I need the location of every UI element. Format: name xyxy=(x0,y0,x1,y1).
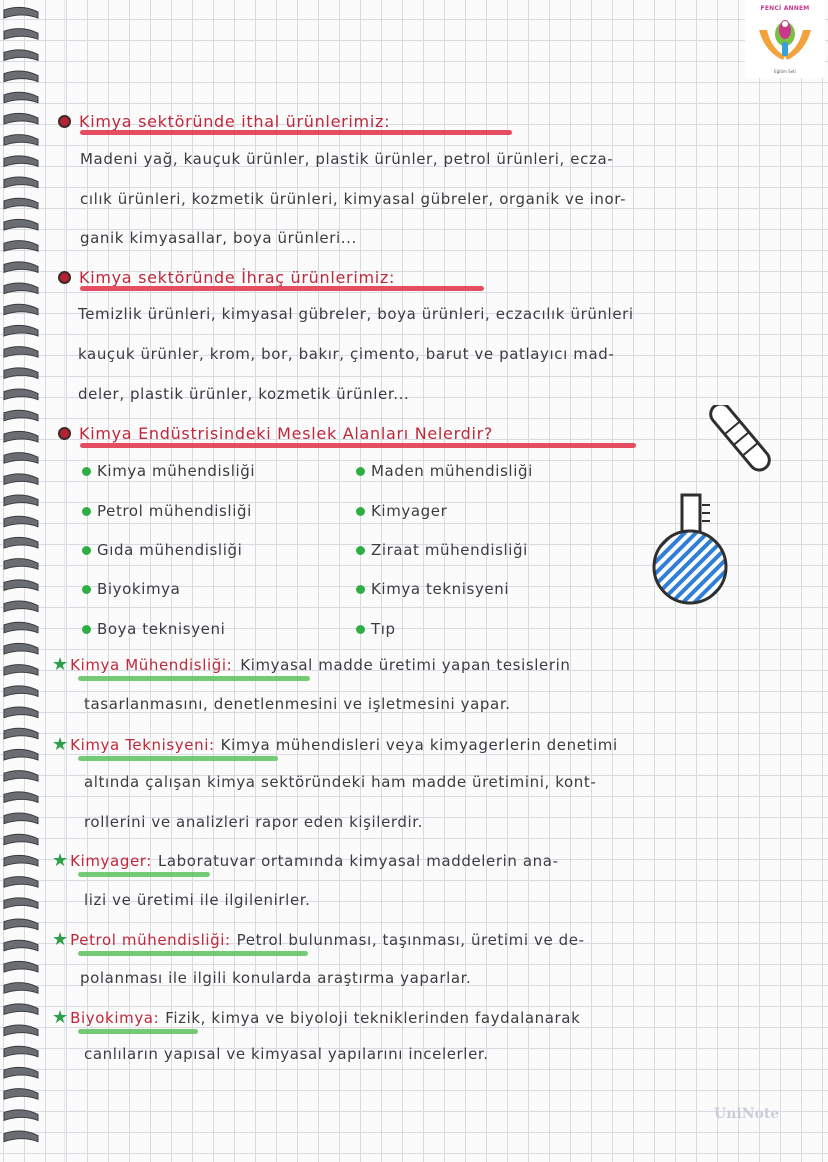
text-line: polanması ile ilgili konularda araştırma yaparlar. xyxy=(80,969,472,987)
hands-flower-icon xyxy=(745,0,825,78)
term-underline xyxy=(78,872,210,877)
logo-brand-text: FENCİ ANNEM xyxy=(760,5,810,12)
term-underline xyxy=(78,756,278,761)
text-line: kauçuk ürünler, krom, bor, bakır, çimento, barut ve patlayıcı mad- xyxy=(78,345,615,363)
logo-tagline: Eğitim Seti xyxy=(774,69,796,74)
spiral-ring xyxy=(4,1046,38,1057)
spiral-ring xyxy=(4,855,38,866)
text-line: tasarlanmasını, denetlenmesini ve işletmesini yapar. xyxy=(84,695,511,713)
text-line: Madeni yağ, kauçuk ürünler, plastik ürünler, petrol ürünleri, ecza- xyxy=(80,150,614,168)
list-item: Kimya mühendisliği xyxy=(82,462,255,480)
spiral-ring xyxy=(4,7,38,18)
spiral-ring xyxy=(4,1025,38,1036)
term-underline xyxy=(78,951,308,956)
spiral-ring xyxy=(4,262,38,273)
list-item: Boya teknisyeni xyxy=(82,620,225,638)
spiral-ring xyxy=(4,771,38,782)
term-underline xyxy=(78,1029,198,1034)
test-tube-icon xyxy=(707,405,774,474)
spiral-ring xyxy=(4,198,38,209)
spiral-ring xyxy=(4,983,38,994)
section-heading-exports: Kimya sektöründe İhraç ürünlerimiz: xyxy=(58,264,395,290)
heading-underline xyxy=(80,286,484,291)
spiral-ring xyxy=(4,177,38,188)
text-line: deler, plastik ürünler, kozmetik ürünler... xyxy=(78,385,410,403)
spiral-ring xyxy=(4,537,38,548)
definition-chemist: ★ Kimyager: Laboratuvar ortamında kimyasal maddelerin ana- xyxy=(52,850,559,871)
spiral-ring xyxy=(4,410,38,421)
list-item: Maden mühendisliği xyxy=(356,462,533,480)
brand-logo xyxy=(745,0,825,78)
spiral-ring xyxy=(4,792,38,803)
spiral-ring xyxy=(4,389,38,400)
text-line: altında çalışan kimya sektöründeki ham madde üretimini, kont- xyxy=(84,773,597,791)
spiral-ring xyxy=(4,304,38,315)
green-bullet-icon xyxy=(82,625,91,634)
spiral-ring xyxy=(4,516,38,527)
spiral-ring xyxy=(4,50,38,61)
text-line: canlıların yapısal ve kimyasal yapılarını incelerler. xyxy=(84,1045,489,1063)
spiral-ring xyxy=(4,686,38,697)
lab-glassware-illustration xyxy=(640,405,790,620)
green-bullet-icon xyxy=(356,546,365,555)
spiral-ring xyxy=(4,834,38,845)
spiral-ring xyxy=(4,29,38,40)
spiral-ring xyxy=(4,1067,38,1078)
spiral-ring xyxy=(4,368,38,379)
spiral-ring xyxy=(4,156,38,167)
list-item: Petrol mühendisliği xyxy=(82,502,252,520)
definition-petroleum-engineering: ★ Petrol mühendisliği: Petrol bulunması, taşınması, üretimi ve de- xyxy=(52,929,585,950)
spiral-ring xyxy=(4,241,38,252)
red-bullet-icon xyxy=(58,115,71,128)
spiral-ring xyxy=(4,431,38,442)
spiral-ring xyxy=(4,580,38,591)
spiral-ring xyxy=(4,665,38,676)
list-item: Kimya teknisyeni xyxy=(356,580,509,598)
green-bullet-icon xyxy=(356,467,365,476)
spiral-ring xyxy=(4,219,38,230)
green-bullet-icon xyxy=(82,546,91,555)
term-underline xyxy=(78,676,310,681)
spiral-ring xyxy=(4,707,38,718)
spiral-binding xyxy=(0,0,42,1162)
spiral-ring xyxy=(4,559,38,570)
star-icon: ★ xyxy=(52,850,69,871)
spiral-ring xyxy=(4,601,38,612)
spiral-ring xyxy=(4,474,38,485)
spiral-ring xyxy=(4,622,38,633)
spiral-ring xyxy=(4,283,38,294)
spiral-ring xyxy=(4,453,38,464)
text-line: Temizlik ürünleri, kimyasal gübreler, boya ürünleri, eczacılık ürünleri xyxy=(78,305,634,323)
spiral-ring xyxy=(4,1004,38,1015)
spiral-ring xyxy=(4,877,38,888)
text-line: rollerini ve analizleri rapor eden kişilerdir. xyxy=(84,813,424,831)
spiral-ring xyxy=(4,325,38,336)
flask-icon xyxy=(654,495,726,603)
red-bullet-icon xyxy=(58,427,71,440)
star-icon: ★ xyxy=(52,734,69,755)
star-icon: ★ xyxy=(52,654,69,675)
spiral-ring xyxy=(4,347,38,358)
green-bullet-icon xyxy=(356,625,365,634)
spiral-ring xyxy=(4,1110,38,1121)
text-line: lizi ve üretimi ile ilgilenirler. xyxy=(84,891,311,909)
list-item: Tıp xyxy=(356,620,396,638)
red-bullet-icon xyxy=(58,271,71,284)
green-bullet-icon xyxy=(82,467,91,476)
spiral-ring xyxy=(4,728,38,739)
section-heading-imports: Kimya sektöründe ithal ürünlerimiz: xyxy=(58,108,390,134)
spiral-ring xyxy=(4,92,38,103)
green-bullet-icon xyxy=(82,585,91,594)
list-item: Gıda mühendisliği xyxy=(82,541,242,559)
green-bullet-icon xyxy=(356,507,365,516)
margin-line xyxy=(64,0,65,1162)
spiral-ring xyxy=(4,813,38,824)
heading-underline xyxy=(80,443,636,448)
spiral-ring xyxy=(4,495,38,506)
definition-chemical-engineering: ★ Kimya Mühendisliği: Kimyasal madde üretimi yapan tesislerin xyxy=(52,654,571,675)
list-item: Biyokimya xyxy=(82,580,180,598)
spiral-ring xyxy=(4,1089,38,1100)
list-item: Kimyager xyxy=(356,502,447,520)
text-line: cılık ürünleri, kozmetik ürünleri, kimyasal gübreler, organik ve inor- xyxy=(80,190,627,208)
definition-chemistry-technician: ★ Kimya Teknisyeni: Kimya mühendisleri veya kimyagerlerin denetimi xyxy=(52,734,618,755)
spiral-ring xyxy=(4,113,38,124)
green-bullet-icon xyxy=(356,585,365,594)
heading-underline xyxy=(80,130,512,135)
section-heading-professions: Kimya Endüstrisindeki Meslek Alanları Nelerdir? xyxy=(58,420,493,446)
list-item: Ziraat mühendisliği xyxy=(356,541,528,559)
star-icon: ★ xyxy=(52,1007,69,1028)
spiral-ring xyxy=(4,135,38,146)
spiral-ring xyxy=(4,898,38,909)
spiral-ring xyxy=(4,1131,38,1142)
watermark: UniNote xyxy=(714,1106,780,1122)
text-line: ganik kimyasallar, boya ürünleri... xyxy=(80,229,357,247)
spiral-ring xyxy=(4,71,38,82)
spiral-ring xyxy=(4,643,38,654)
spiral-ring xyxy=(4,961,38,972)
spiral-ring xyxy=(4,940,38,951)
spiral-ring xyxy=(4,749,38,760)
green-bullet-icon xyxy=(82,507,91,516)
star-icon: ★ xyxy=(52,929,69,950)
definition-biochemistry: ★ Biyokimya: Fizik, kimya ve biyoloji tekniklerinden faydalanarak xyxy=(52,1007,581,1028)
spiral-ring xyxy=(4,919,38,930)
